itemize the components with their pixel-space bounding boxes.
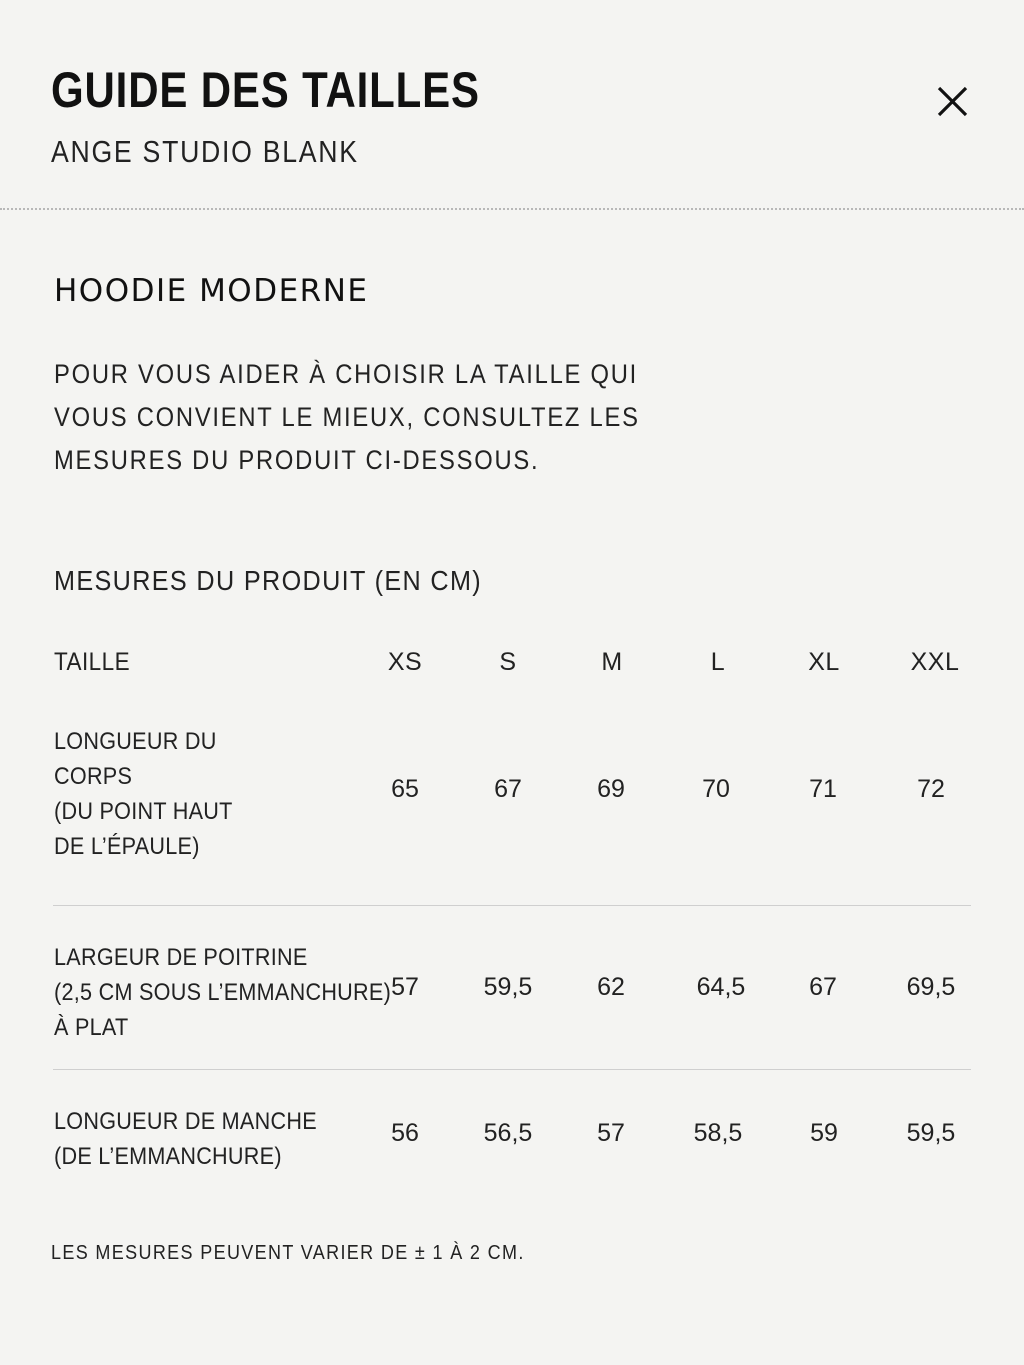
table-cell: 65	[391, 775, 419, 803]
table-cell: 58,5	[693, 1119, 743, 1147]
row-divider	[53, 905, 971, 906]
table-cell: 69,5	[906, 973, 956, 1001]
intro-line: POUR VOUS AIDER À CHOISIR LA TAILLE QUI	[54, 359, 639, 389]
row-label-line: (DU POINT HAUT	[54, 798, 233, 825]
table-cell: 67	[809, 973, 837, 1001]
row-label-line: (DE L’EMMANCHURE)	[54, 1143, 282, 1170]
table-cell: 67	[494, 775, 522, 803]
size-header-xxl: XXL	[910, 648, 960, 676]
table-cell: 71	[809, 775, 837, 803]
table-cell: 56	[391, 1119, 419, 1147]
table-cell: 59,5	[483, 973, 533, 1001]
size-header-label: TAILLE	[54, 648, 131, 676]
table-cell: 59	[810, 1119, 838, 1147]
row-label-chest-width	[54, 940, 391, 1045]
row-label-body-length	[54, 724, 233, 864]
page-title: GUIDE DES TAILLES	[51, 62, 480, 118]
intro-text	[54, 353, 670, 482]
row-label-line: (2,5 CM SOUS L’EMMANCHURE)	[54, 979, 392, 1006]
intro-line: MESURES DU PRODUIT CI-DESSOUS.	[54, 445, 540, 475]
measurements-title: MESURES DU PRODUIT (EN CM)	[54, 565, 483, 596]
row-label-line: CORPS	[54, 763, 133, 790]
row-label-line: LARGEUR DE POITRINE	[54, 944, 308, 971]
row-label-line: LONGUEUR DE MANCHE	[54, 1108, 317, 1135]
size-header-m: M	[601, 648, 623, 676]
table-cell: 70	[702, 775, 730, 803]
size-guide-header	[0, 0, 1024, 210]
table-cell: 57	[597, 1119, 625, 1147]
row-label-sleeve-length	[54, 1104, 317, 1174]
close-button[interactable]	[928, 78, 976, 126]
size-header-xl: XL	[808, 648, 840, 676]
tolerance-note: LES MESURES PEUVENT VARIER DE ± 1 À 2 CM.	[51, 1242, 525, 1264]
table-cell: 62	[597, 973, 625, 1001]
row-label-line: DE L’ÉPAULE)	[54, 833, 200, 860]
row-label-line: LONGUEUR DU	[54, 728, 217, 755]
size-header-s: S	[499, 648, 517, 676]
brand-subtitle: ANGE STUDIO BLANK	[51, 134, 359, 169]
size-header-l: L	[710, 648, 726, 676]
row-divider	[53, 1069, 971, 1070]
table-cell: 59,5	[906, 1119, 956, 1147]
header-divider	[0, 208, 1024, 210]
close-icon	[928, 78, 976, 126]
table-cell: 72	[917, 775, 945, 803]
row-label-line: À PLAT	[54, 1014, 129, 1041]
size-header-xs: XS	[387, 648, 423, 676]
intro-line: VOUS CONVIENT LE MIEUX, CONSULTEZ LES	[54, 402, 640, 432]
table-cell: 69	[597, 775, 625, 803]
table-cell: 56,5	[483, 1119, 533, 1147]
table-cell: 64,5	[696, 973, 746, 1001]
table-cell: 57	[391, 973, 419, 1001]
product-title: HOODIE MODERNE	[54, 273, 369, 309]
